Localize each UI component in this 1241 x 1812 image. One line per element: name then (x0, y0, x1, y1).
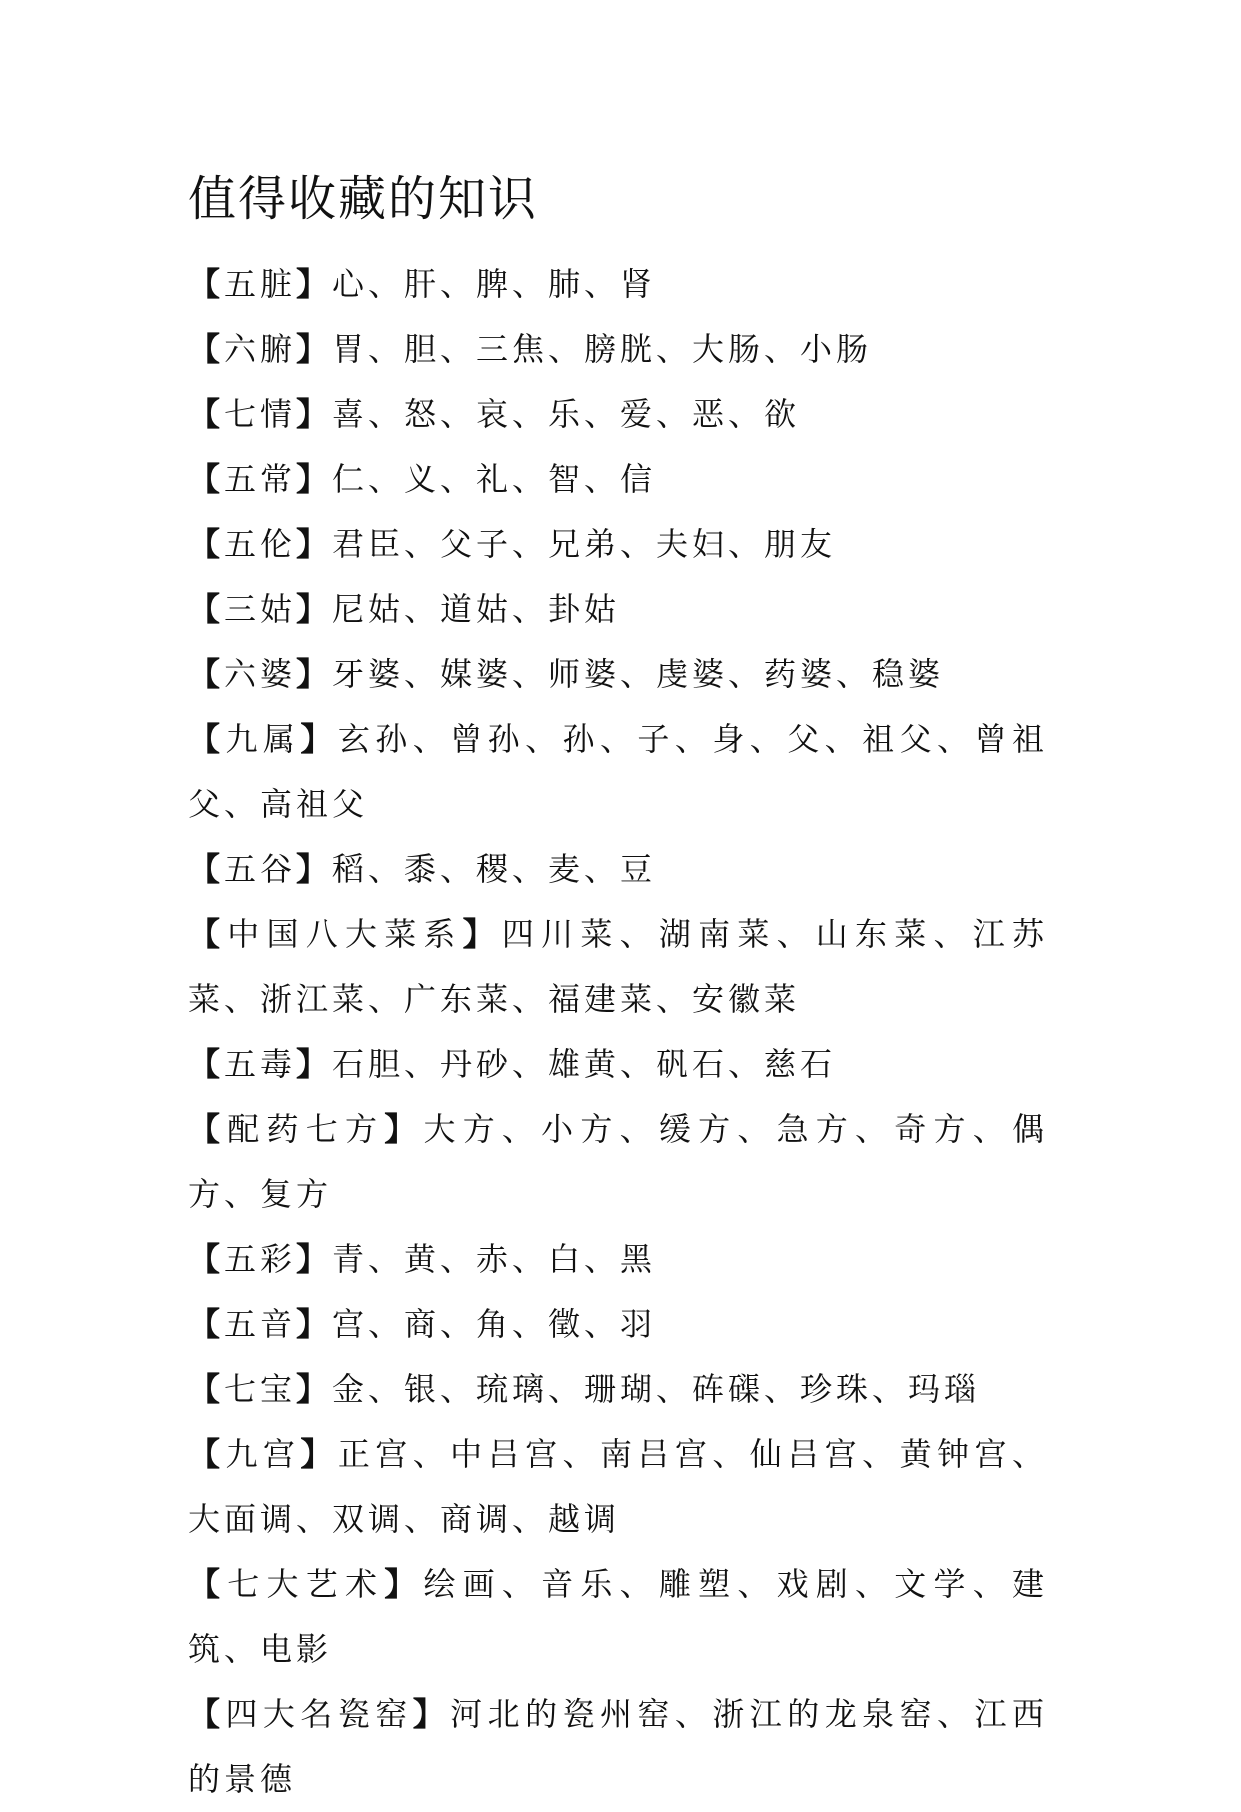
entry-content: 心、肝、脾、肺、肾 (332, 265, 657, 303)
bracket-close: 】 (296, 1305, 333, 1343)
bracket-close: 】 (296, 1240, 333, 1278)
entry-content: 喜、怒、哀、乐、爱、恶、欲 (332, 395, 801, 433)
entry-item (188, 707, 1048, 837)
entry-term: 六腑 (224, 330, 297, 368)
bracket-close: 】 (300, 720, 338, 758)
bracket-open: 【 (188, 1110, 228, 1148)
entry-item (188, 252, 1048, 317)
entry-item (188, 1032, 1048, 1097)
entry-term: 配药七方 (227, 1110, 385, 1148)
entry-content: 玄孙、曾孙、孙、子、身、父、祖父、曾祖父、高祖父 (188, 720, 1048, 823)
bracket-close: 】 (296, 1045, 333, 1083)
entry-item (188, 642, 1048, 707)
bracket-open: 【 (188, 850, 225, 888)
entry-content: 宫、商、角、徵、羽 (332, 1305, 657, 1343)
entry-term: 五常 (224, 460, 297, 498)
entry-term: 五谷 (224, 850, 297, 888)
entry-term: 四大名瓷窑 (225, 1695, 413, 1733)
entry-item (188, 577, 1048, 642)
bracket-open: 【 (188, 720, 226, 758)
entry-term: 五音 (224, 1305, 297, 1343)
entry-term: 五毒 (224, 1045, 297, 1083)
entry-item (188, 1357, 1048, 1422)
entry-item (188, 1422, 1048, 1552)
entry-item (188, 512, 1048, 577)
entry-term: 七大艺术 (227, 1565, 385, 1603)
bracket-open: 【 (188, 915, 228, 953)
entry-item (188, 447, 1048, 512)
entry-term: 九属 (225, 720, 301, 758)
entry-content: 牙婆、媒婆、师婆、虔婆、药婆、稳婆 (332, 655, 945, 693)
entry-content: 绘画、音乐、雕塑、戏剧、文学、建筑、电影 (188, 1565, 1048, 1668)
bracket-open: 【 (188, 1435, 226, 1473)
entry-term: 六婆 (224, 655, 297, 693)
entry-content: 正宫、中吕宫、南吕宫、仙吕宫、黄钟宫、大面调、双调、商调、越调 (188, 1435, 1048, 1538)
bracket-close: 】 (296, 590, 333, 628)
entry-term: 三姑 (224, 590, 297, 628)
bracket-close: 】 (300, 1435, 338, 1473)
entry-content: 大方、小方、缓方、急方、奇方、偶方、复方 (188, 1110, 1048, 1213)
bracket-open: 【 (188, 1695, 226, 1733)
entry-content: 尼姑、道姑、卦姑 (332, 590, 621, 628)
bracket-open: 【 (188, 1565, 228, 1603)
bracket-close: 】 (412, 1695, 451, 1733)
entry-item (188, 1292, 1048, 1357)
entry-content: 石胆、丹砂、雄黄、矾石、慈石 (332, 1045, 837, 1083)
bracket-open: 【 (188, 395, 225, 433)
bracket-open: 【 (188, 525, 225, 563)
entry-item (188, 837, 1048, 902)
entry-content: 仁、义、礼、智、信 (332, 460, 657, 498)
entry-item (188, 1097, 1048, 1227)
entry-content: 青、黄、赤、白、黑 (332, 1240, 657, 1278)
entry-item (188, 317, 1048, 382)
bracket-open: 【 (188, 1045, 225, 1083)
document-body (188, 160, 1048, 1812)
bracket-close: 】 (296, 265, 333, 303)
bracket-close: 】 (296, 330, 333, 368)
bracket-open: 【 (188, 460, 225, 498)
bracket-open: 【 (188, 590, 225, 628)
bracket-close: 】 (296, 655, 333, 693)
entry-term: 五伦 (224, 525, 297, 563)
bracket-open: 【 (188, 1240, 225, 1278)
entry-content: 河北的瓷州窑、浙江的龙泉窑、江西的景德 (188, 1695, 1048, 1798)
entry-item (188, 382, 1048, 447)
bracket-close: 】 (384, 1110, 424, 1148)
document-title: 值得收藏的知识 (188, 171, 539, 227)
entry-content: 君臣、父子、兄弟、夫妇、朋友 (332, 525, 837, 563)
entry-term: 七情 (224, 395, 297, 433)
entry-term: 五脏 (224, 265, 297, 303)
bracket-close: 】 (462, 915, 502, 953)
entry-term: 中国八大菜系 (227, 915, 463, 953)
bracket-close: 】 (296, 460, 333, 498)
bracket-open: 【 (188, 655, 225, 693)
bracket-open: 【 (188, 265, 225, 303)
bracket-open: 【 (188, 330, 225, 368)
entry-item (188, 902, 1048, 1032)
entry-item (188, 1227, 1048, 1292)
entry-list (188, 252, 1048, 1812)
entry-content: 金、银、琉璃、珊瑚、砗磲、珍珠、玛瑙 (332, 1370, 981, 1408)
entry-content: 稻、黍、稷、麦、豆 (332, 850, 657, 888)
bracket-close: 】 (296, 395, 333, 433)
bracket-open: 【 (188, 1370, 225, 1408)
bracket-close: 】 (384, 1565, 424, 1603)
entry-item (188, 1682, 1048, 1812)
entry-content: 胃、胆、三焦、膀胱、大肠、小肠 (332, 330, 873, 368)
entry-term: 九宫 (225, 1435, 301, 1473)
entry-term: 五彩 (224, 1240, 297, 1278)
entry-content: 四川菜、湖南菜、山东菜、江苏菜、浙江菜、广东菜、福建菜、安徽菜 (188, 915, 1048, 1018)
bracket-close: 】 (296, 525, 333, 563)
entry-term: 七宝 (224, 1370, 297, 1408)
bracket-close: 】 (296, 1370, 333, 1408)
entry-item (188, 1552, 1048, 1682)
bracket-open: 【 (188, 1305, 225, 1343)
bracket-close: 】 (296, 850, 333, 888)
